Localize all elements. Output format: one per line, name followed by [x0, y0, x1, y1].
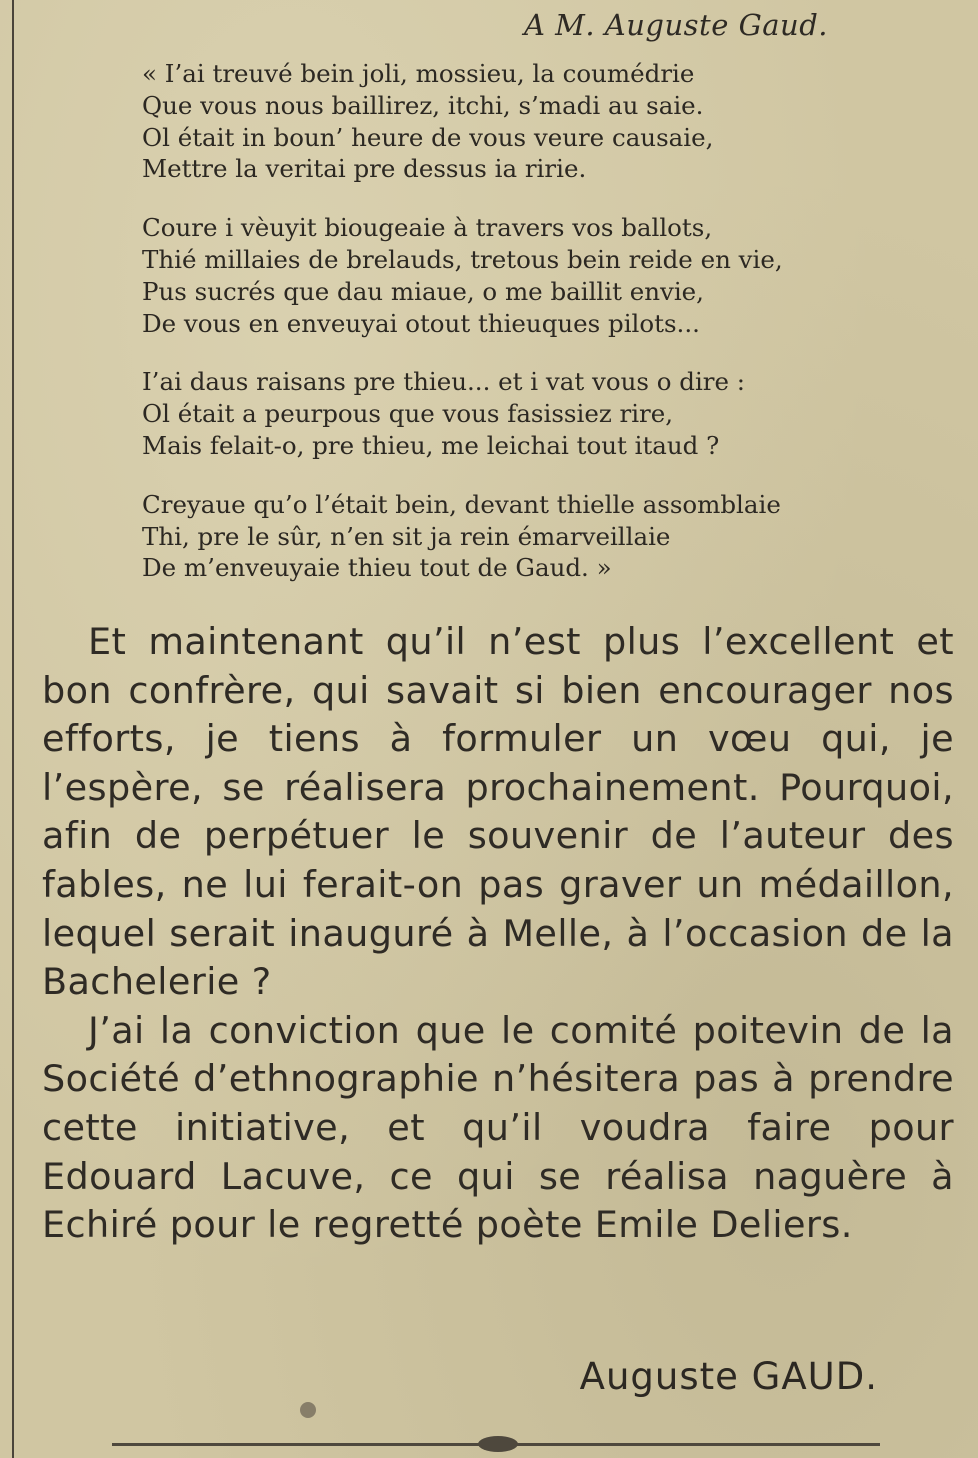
- poem-stanza: [142, 212, 942, 339]
- poem-line: De vous en enveuyai otout thieuques pilots...: [142, 308, 700, 338]
- poem-line: « I’ai treuvé bein joli, mossieu, la coumédrie: [142, 59, 695, 88]
- poem-line: Pus sucrés que dau miaue, o me baillit envie,: [142, 276, 704, 306]
- divider-ornament: [478, 1436, 518, 1452]
- poem-line: De m’enveuyaie thieu tout de Gaud. »: [142, 553, 612, 583]
- poem-line: Thi, pre le sûr, n’en sit ja rein émarveillaie: [142, 521, 671, 551]
- poem-line: Ol était a peurpous que vous fasissiez rire,: [142, 399, 674, 429]
- poem-stanza: [142, 489, 942, 584]
- poem-line: I’ai daus raisans pre thieu... et i vat vous o dire :: [142, 367, 746, 397]
- dialect-poem: [142, 58, 942, 584]
- poem-stanza: [142, 366, 942, 461]
- article-paragraph: Et maintenant qu’il n’est plus l’excellent et bon confrère, qui savait si bien encourager nos efforts, je tiens à formuler un vœu qui, je l’espère, se réalisera prochainement. Pourquoi, afin de perpétuer le souvenir de l’auteur des fables, ne lui ferait-on pas graver un médaillon, lequel serait inauguré à Melle, à l’occasion de la Bachelerie ?: [42, 620, 954, 1004]
- poem-line: Que vous nous baillirez, itchi, s’madi au saie.: [142, 90, 704, 120]
- poem-line: Thié millaies de brelauds, tretous bein reide en vie,: [142, 244, 783, 274]
- poem-dedication: A M. Auguste Gaud.: [524, 8, 828, 42]
- article-paragraph: J’ai la conviction que le comité poitevin de la Société d’ethnographie n’hésitera pas à prendre cette initiative, et qu’il voudra faire pour Edouard Lacuve, ce qui se réalisa naguère à Echiré pour le regretté poète Emile Deliers.: [42, 1008, 954, 1247]
- poem-line: Creyaue qu’o l’était bein, devant thielle assomblaie: [142, 489, 781, 519]
- poem-line: Ol était in boun’ heure de vous veure causaie,: [142, 122, 714, 152]
- poem-line: Coure i vèuyit biougeaie à travers vos ballots,: [142, 213, 713, 243]
- poem-stanza: [142, 58, 942, 185]
- ink-blot: [300, 1402, 316, 1418]
- poem-line: Mettre la veritai pre dessus ia ririe.: [142, 154, 587, 184]
- column-rule: [12, 0, 14, 1458]
- author-signature: Auguste GAUD.: [579, 1355, 878, 1398]
- poem-line: Mais felait-o, pre thieu, me leichai tout itaud ?: [142, 430, 720, 460]
- article-body: [42, 618, 954, 1250]
